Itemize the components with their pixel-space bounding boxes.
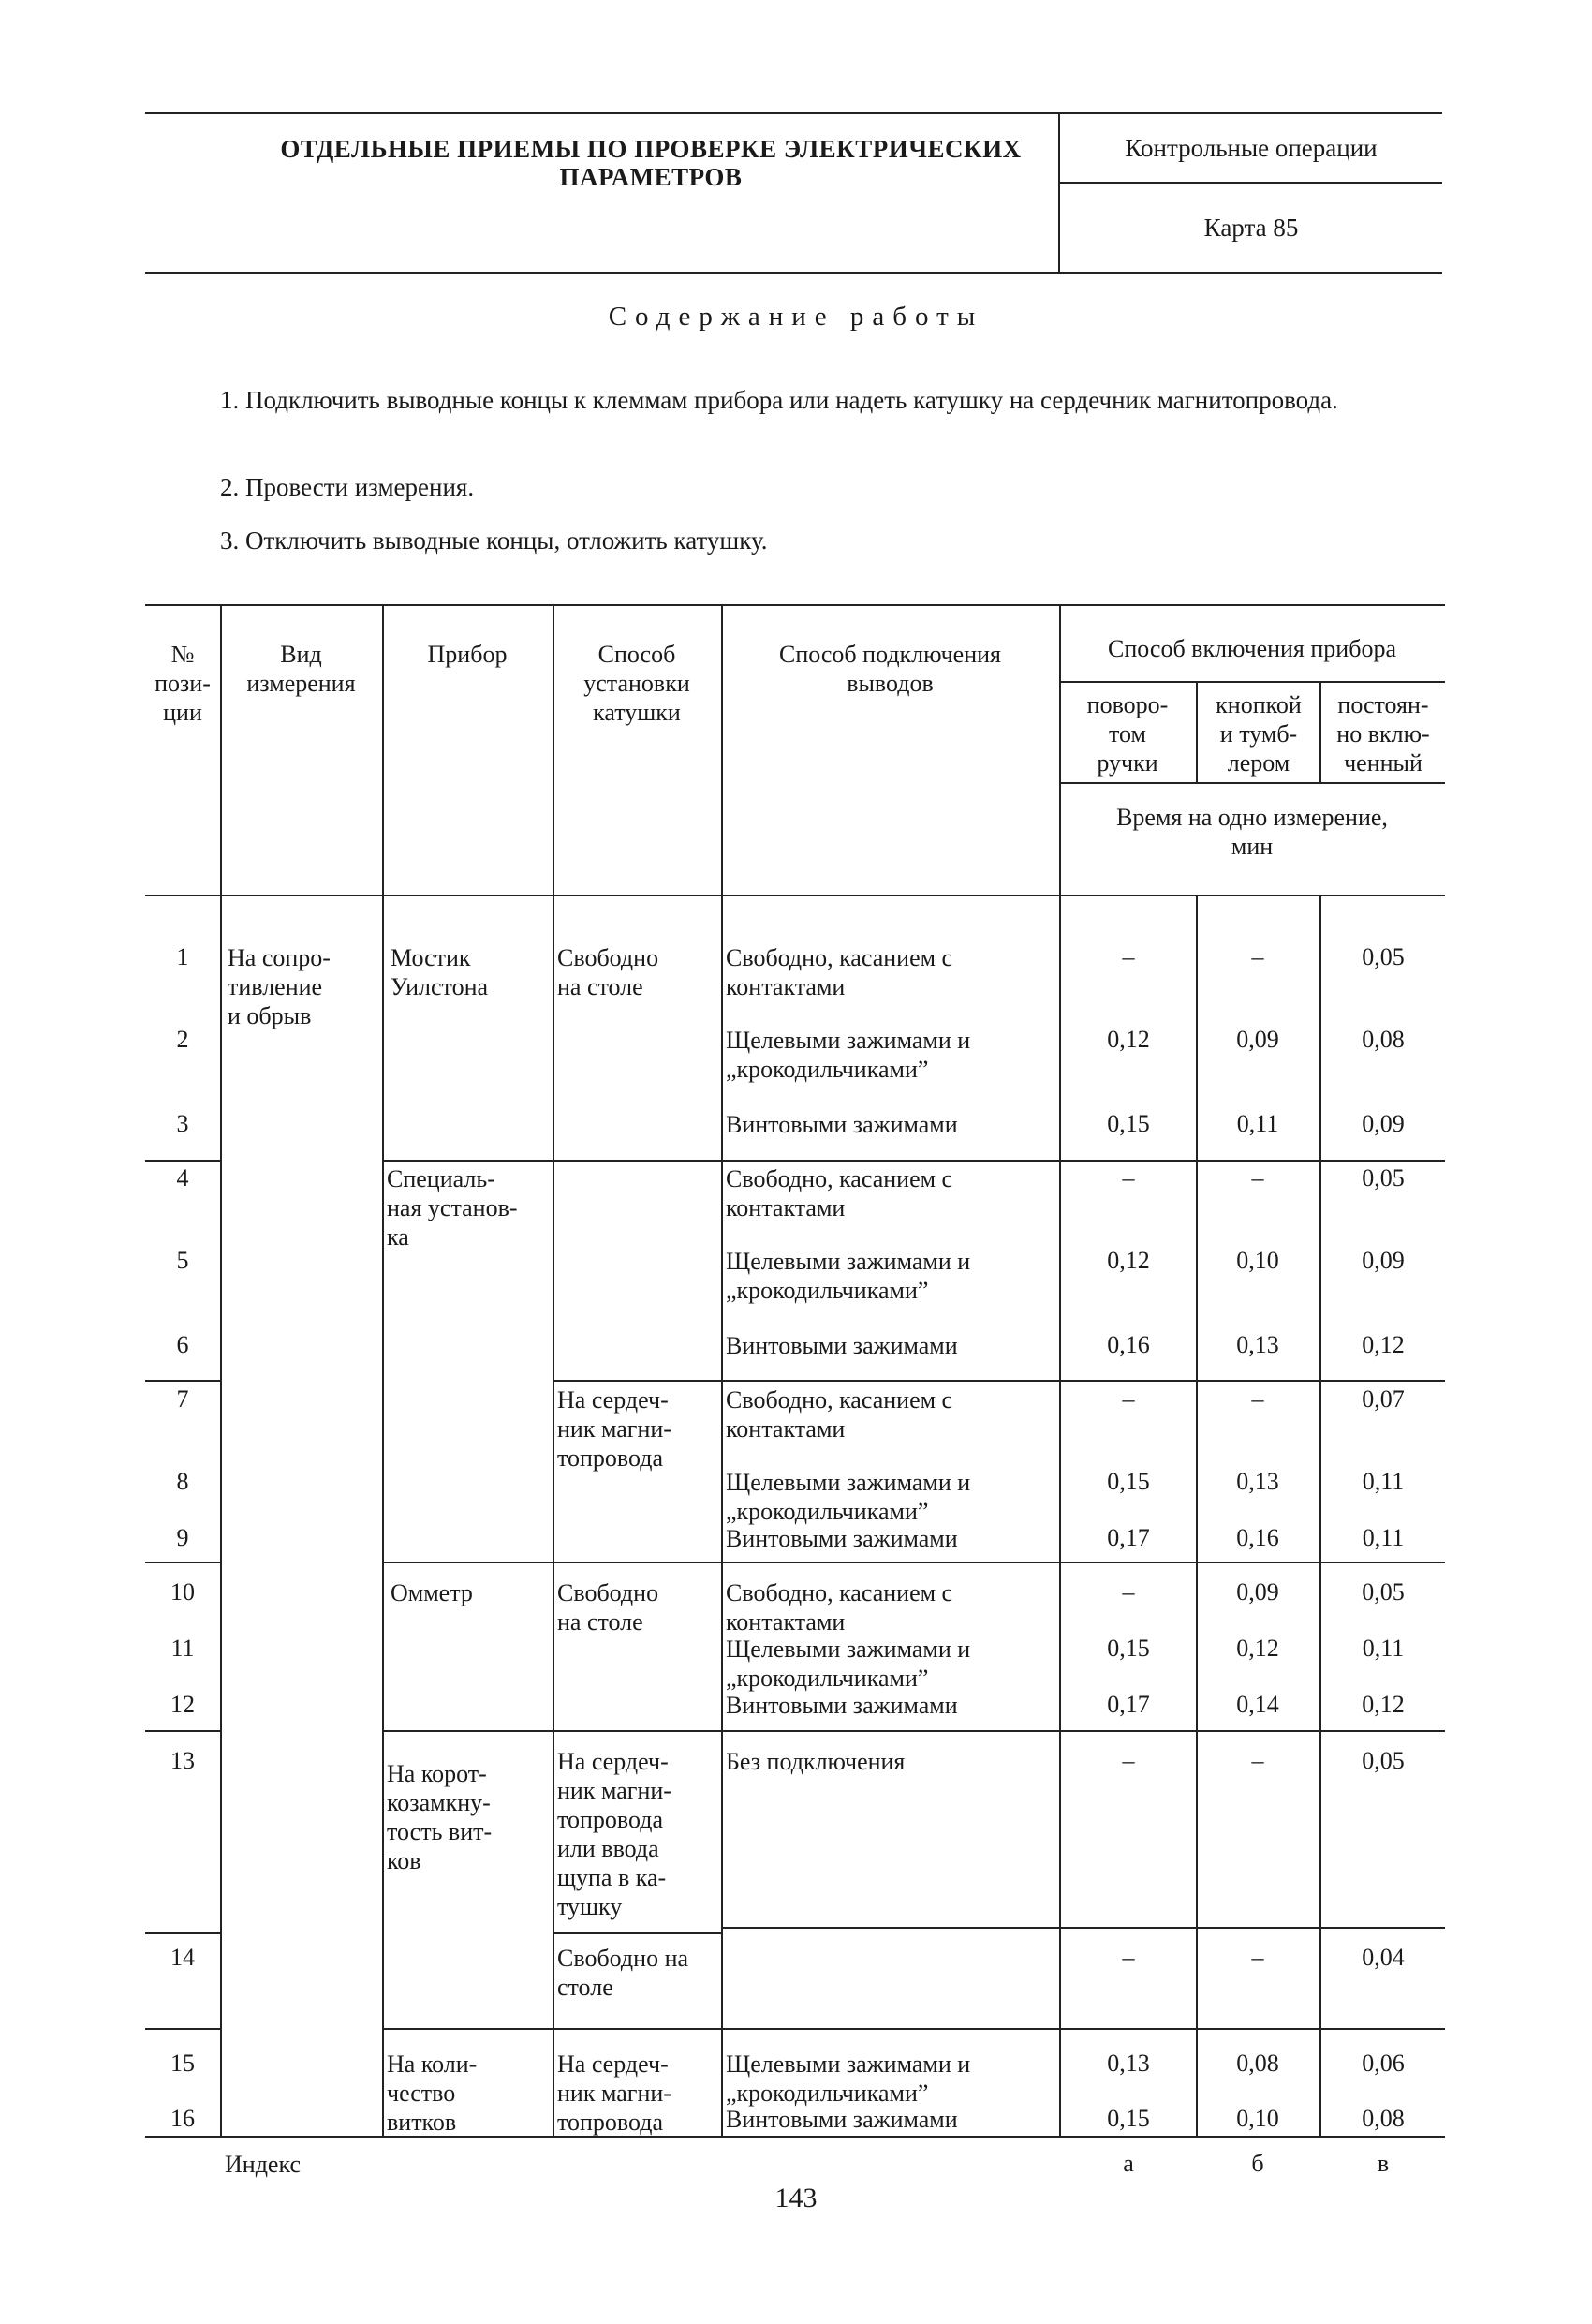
cell-text: ник магни- <box>557 2080 671 2107</box>
time-value-c: 0,12 <box>1362 1331 1405 1358</box>
time-value-b: – <box>1251 1164 1264 1192</box>
connect-free-contact <box>726 1385 952 1443</box>
header-text: поворо- <box>1086 691 1169 718</box>
step-1: 1. Подключить выводные концы к клеммам прибора или надеть катушку на сердечник магнитопровода. <box>220 386 1338 414</box>
row-position-number: 14 <box>170 1944 195 1971</box>
cell-text: топровода <box>557 1444 664 1472</box>
connect-slot-clamps <box>726 1635 970 1693</box>
time-value-c: 0,09 <box>1362 1110 1405 1137</box>
header-text: Способ <box>597 641 676 668</box>
time-value-a: 0,15 <box>1107 1635 1150 1662</box>
row-rule <box>384 1160 1445 1162</box>
row-rule <box>145 1380 220 1382</box>
title-line-2: ПАРАМЕТРОВ <box>559 163 743 191</box>
cell-text: „крокодильчиками” <box>726 1498 929 1525</box>
connect-slot-clamps <box>726 2050 970 2108</box>
time-value-c: 0,08 <box>1362 1026 1405 1053</box>
time-value-b: 0,11 <box>1236 1110 1279 1137</box>
row-position-number: 6 <box>176 1331 189 1358</box>
connect-screw-clamps: Винтовыми зажимами <box>726 1692 958 1719</box>
time-value-c: 0,07 <box>1362 1385 1405 1413</box>
row-position-number: 15 <box>170 2050 195 2077</box>
row-rule <box>554 1380 1445 1382</box>
cell-text: „крокодильчиками” <box>726 2080 929 2107</box>
row-position-number: 4 <box>176 1164 189 1192</box>
row-rule <box>145 1932 220 1934</box>
switch-header-rule <box>1061 681 1445 683</box>
step-2: 2. Провести измерения. <box>220 473 475 501</box>
col-divider-pos <box>220 604 222 2136</box>
cell-text: контактами <box>726 1194 846 1221</box>
time-value-c: 0,12 <box>1362 1691 1405 1718</box>
row-position-number: 3 <box>176 1110 189 1137</box>
row-position-number: 1 <box>176 943 189 970</box>
table-bottom-border <box>145 2136 1445 2138</box>
time-value-b: 0,16 <box>1236 1524 1279 1551</box>
cell-text: контактами <box>726 1415 846 1443</box>
cell-text: Свободно, касанием с <box>726 1579 953 1606</box>
time-value-c: 0,06 <box>1362 2050 1405 2077</box>
cell-text: „крокодильчиками” <box>726 1665 929 1692</box>
index-a: а <box>1123 2150 1134 2177</box>
cell-text: контактами <box>726 973 846 1000</box>
time-value-c: 0,11 <box>1362 1524 1405 1551</box>
header-position <box>145 640 220 727</box>
header-text: кнопкой <box>1216 691 1302 718</box>
connect-screw-clamps: Винтовыми зажимами <box>726 1332 958 1359</box>
time-value-c: 0,05 <box>1362 1164 1405 1192</box>
header-time-per-measurement <box>1059 803 1445 861</box>
time-value-a: 0,17 <box>1107 1691 1150 1718</box>
header-col-c <box>1321 690 1445 777</box>
cell-text: Свободно <box>557 1579 659 1606</box>
connect-free-contact <box>726 1164 952 1222</box>
row-rule <box>384 2028 1445 2030</box>
cell-text: ник магни- <box>557 1777 671 1804</box>
time-value-c: 0,05 <box>1362 1747 1405 1774</box>
cell-text: На корот- <box>387 1760 487 1787</box>
cell-text: На сердеч- <box>557 1748 669 1775</box>
row-position-number: 10 <box>170 1578 195 1606</box>
header-col-b <box>1198 690 1319 777</box>
header-text: и тумб- <box>1219 720 1298 748</box>
install-free-table <box>557 943 658 1001</box>
cell-text: Щелевыми зажимами и <box>726 1027 971 1054</box>
header-text: ручки <box>1097 749 1158 777</box>
header-switch-method: Способ включения прибора <box>1108 635 1396 662</box>
header-text: выводов <box>847 670 934 697</box>
time-value-b: 0,10 <box>1236 2105 1279 2132</box>
title-line-1: ОТДЕЛЬНЫЕ ПРИЕМЫ ПО ПРОВЕРКЕ ЭЛЕКТРИЧЕСКИХ <box>280 135 1022 163</box>
time-value-b: – <box>1251 1385 1264 1413</box>
time-value-a: 0,12 <box>1107 1247 1150 1274</box>
device-special-setup <box>387 1164 518 1251</box>
time-value-c: 0,11 <box>1362 1635 1405 1662</box>
time-value-c: 0,05 <box>1362 943 1405 970</box>
cell-text: На сердеч- <box>557 2050 669 2078</box>
section-label: Контрольные операции <box>1060 114 1442 184</box>
time-value-c: 0,04 <box>1362 1944 1405 1971</box>
cell-text: На коли- <box>387 2050 478 2078</box>
row-rule <box>384 1730 1445 1732</box>
cell-text: чество <box>387 2080 456 2107</box>
cell-text: Свободно, касанием с <box>726 944 953 971</box>
row-position-number: 5 <box>176 1247 189 1274</box>
connect-screw-clamps: Винтовыми зажимами <box>726 1525 958 1552</box>
connect-free-contact <box>726 943 952 1001</box>
header-bottom-rule <box>145 895 1445 896</box>
index-b: б <box>1251 2150 1264 2177</box>
cell-text: ник магни- <box>557 1415 671 1443</box>
device-ohmmeter: Омметр <box>391 1579 473 1606</box>
cell-text: Свободно, касанием с <box>726 1165 953 1192</box>
col-divider-b <box>1319 895 1321 2136</box>
install-free-table <box>557 1944 688 2002</box>
cell-text: Специаль- <box>387 1165 495 1192</box>
time-value-a: – <box>1122 1944 1135 1971</box>
col-divider-a <box>1196 895 1198 2136</box>
time-value-a: – <box>1122 1164 1135 1192</box>
time-value-b: 0,09 <box>1236 1578 1279 1606</box>
time-value-a: – <box>1122 943 1135 970</box>
header-text: ции <box>163 699 202 726</box>
type-resistance <box>228 943 331 1030</box>
cell-text: топровода <box>557 2109 664 2136</box>
time-value-a: – <box>1122 1385 1135 1413</box>
row-rule <box>145 2028 220 2030</box>
cell-text: щупа в ка- <box>557 1864 667 1891</box>
card-header <box>145 112 1442 274</box>
cell-text: контактами <box>726 1608 846 1636</box>
row-position-number: 12 <box>170 1691 195 1718</box>
cell-text: тивление <box>228 973 323 1000</box>
cell-text: Щелевыми зажимами и <box>726 1636 971 1663</box>
cell-text: Свободно <box>557 944 659 971</box>
header-text: Способ подключения <box>778 641 1001 668</box>
row-position-number: 13 <box>170 1747 195 1774</box>
col-divider-install <box>721 604 723 2136</box>
header-text: измерения <box>246 670 356 697</box>
header-text: установки <box>583 670 690 697</box>
row-position-number: 7 <box>176 1385 189 1413</box>
connect-free-contact <box>726 1578 952 1636</box>
cell-text: Свободно на <box>557 1945 689 1972</box>
device-wheatstone-bridge <box>391 943 488 1001</box>
cell-text: или ввода <box>557 1835 659 1862</box>
index-c: в <box>1377 2150 1390 2177</box>
header-text: катушки <box>593 699 681 726</box>
cell-text: „крокодильчиками” <box>726 1277 929 1304</box>
header-measurement-type <box>220 640 382 698</box>
cell-text: На сердеч- <box>557 1386 669 1414</box>
step-3: 3. Отключить выводные концы, отложить катушку. <box>220 526 768 555</box>
time-value-b: – <box>1251 1944 1264 1971</box>
col-divider-device <box>553 604 554 2136</box>
time-value-c: 0,05 <box>1362 1578 1405 1606</box>
time-value-a: 0,17 <box>1107 1524 1150 1551</box>
cell-text: Щелевыми зажимами и <box>726 1248 971 1275</box>
table-top-border <box>145 604 1445 606</box>
time-value-b: 0,14 <box>1236 1691 1279 1718</box>
time-value-b: 0,13 <box>1236 1331 1279 1358</box>
cell-text: топровода <box>557 1806 664 1833</box>
cell-text: витков <box>387 2109 457 2136</box>
cell-text: на столе <box>557 1608 643 1636</box>
cell-text: козамкну- <box>387 1789 491 1816</box>
cell-text: ная установ- <box>387 1194 518 1221</box>
row-rule <box>384 1562 1445 1563</box>
time-value-a: 0,15 <box>1107 2105 1150 2132</box>
header-text: том <box>1109 720 1146 748</box>
time-value-a: 0,15 <box>1107 1468 1150 1495</box>
time-value-a: – <box>1122 1578 1135 1606</box>
cell-text: ка <box>387 1223 409 1251</box>
row-position-number: 8 <box>176 1468 189 1495</box>
row-position-number: 2 <box>176 1026 189 1053</box>
time-value-a: – <box>1122 1747 1135 1774</box>
install-free-table <box>557 1578 658 1636</box>
row-rule <box>145 1160 220 1162</box>
type-short-circuit <box>387 1759 492 1875</box>
connect-screw-clamps: Винтовыми зажимами <box>726 2106 958 2133</box>
header-text: Время на одно измерение, <box>1116 804 1388 831</box>
header-text: постоян- <box>1337 691 1429 718</box>
connect-slot-clamps <box>726 1247 970 1305</box>
connect-slot-clamps <box>726 1026 970 1084</box>
time-value-c: 0,09 <box>1362 1247 1405 1274</box>
header-text: пози- <box>155 670 211 697</box>
type-turn-count <box>387 2050 477 2137</box>
cell-text: Свободно, касанием с <box>726 1386 953 1414</box>
cell-text: на столе <box>557 973 643 1000</box>
install-core-or-probe <box>557 1747 671 1921</box>
page-number: 143 <box>774 2183 818 2213</box>
header-text: № <box>170 641 195 668</box>
cell-text: Уилстона <box>391 973 489 1000</box>
row-position-number: 16 <box>170 2105 195 2132</box>
connect-none: Без подключения <box>726 1748 906 1775</box>
cell-text: Мостик <box>391 944 471 971</box>
cell-text: Щелевыми зажимами и <box>726 1469 971 1496</box>
cell-text: тость вит- <box>387 1818 493 1845</box>
time-norms-table <box>145 604 1445 2178</box>
row-rule <box>145 1562 220 1563</box>
header-text: Вид <box>280 641 322 668</box>
header-col-a <box>1059 690 1196 777</box>
row-position-number: 9 <box>176 1524 189 1551</box>
time-value-b: – <box>1251 1747 1264 1774</box>
row-rule <box>723 1927 1445 1929</box>
index-label: Индекс <box>225 2151 301 2178</box>
time-value-b: 0,13 <box>1236 1468 1279 1495</box>
header-text: ченный <box>1344 749 1422 777</box>
row-rule <box>554 1932 723 1934</box>
cell-text: Щелевыми зажимами и <box>726 2050 971 2078</box>
header-text: мин <box>1231 833 1274 860</box>
document-title <box>183 135 1119 191</box>
card-number: Карта 85 <box>1203 213 1299 242</box>
time-value-a: 0,13 <box>1107 2050 1150 2077</box>
time-header-rule <box>1061 782 1445 784</box>
time-value-b: 0,12 <box>1236 1635 1279 1662</box>
time-value-a: 0,16 <box>1107 1331 1150 1358</box>
time-value-b: 0,10 <box>1236 1247 1279 1274</box>
time-value-b: – <box>1251 943 1264 970</box>
time-value-a: 0,15 <box>1107 1110 1150 1137</box>
time-value-b: 0,09 <box>1236 1026 1279 1053</box>
content-heading: Содержание работы <box>608 302 984 332</box>
cell-text: столе <box>557 1974 613 2001</box>
header-text: но вклю- <box>1336 720 1430 748</box>
connect-slot-clamps <box>726 1468 970 1526</box>
header-install-method <box>553 640 721 727</box>
row-rule <box>145 1730 220 1732</box>
connect-screw-clamps: Винтовыми зажимами <box>726 1111 958 1138</box>
time-value-a: 0,12 <box>1107 1026 1150 1053</box>
header-text: лером <box>1227 749 1290 777</box>
time-value-c: 0,08 <box>1362 2105 1405 2132</box>
install-on-core <box>557 2050 671 2137</box>
install-on-core <box>557 1385 671 1473</box>
cell-text: „крокодильчиками” <box>726 1056 929 1083</box>
time-value-c: 0,11 <box>1362 1468 1405 1495</box>
header-device: Прибор <box>427 641 508 668</box>
cell-text: ков <box>387 1847 421 1874</box>
col-divider-type <box>382 604 384 2136</box>
time-value-b: 0,08 <box>1236 2050 1279 2077</box>
header-connect-method <box>721 640 1059 698</box>
cell-text: и обрыв <box>228 1002 312 1029</box>
cell-text: тушку <box>557 1893 623 1920</box>
cell-text: На сопро- <box>228 944 331 971</box>
row-position-number: 11 <box>170 1635 195 1662</box>
